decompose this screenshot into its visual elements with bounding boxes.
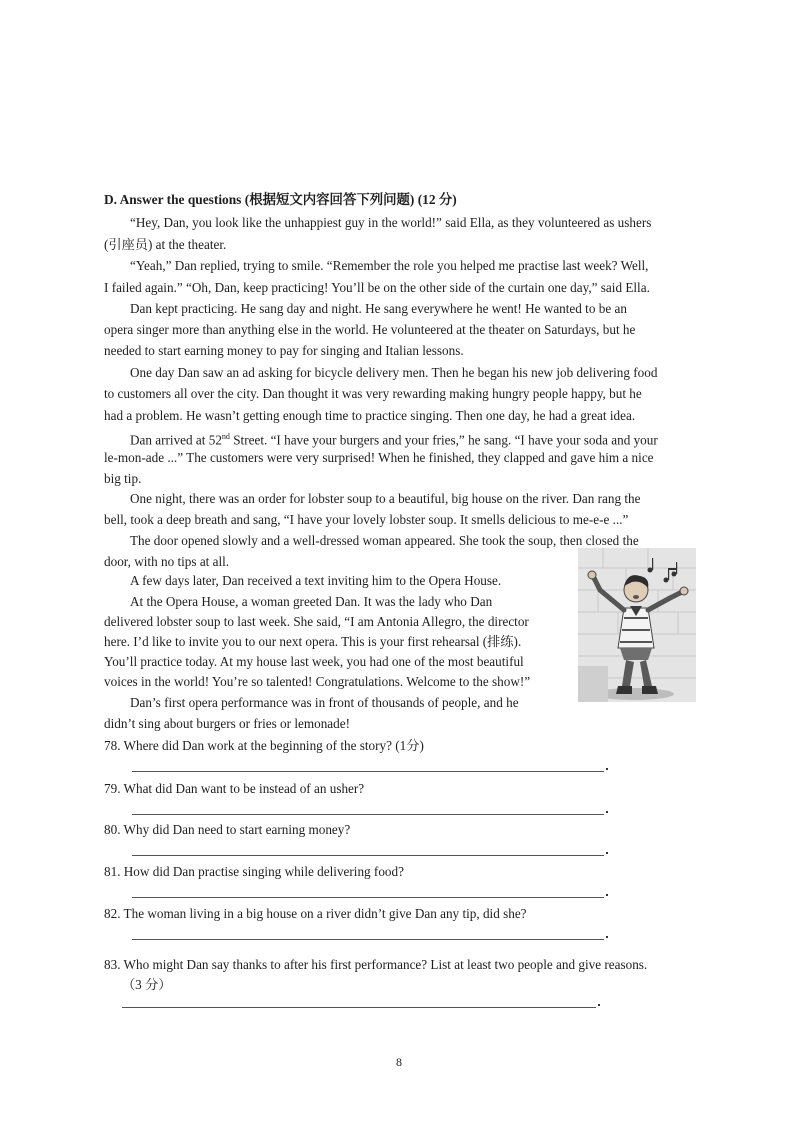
passage-line: needed to start earning money to pay for singing and Italian lessons. — [104, 343, 464, 358]
answer-period — [606, 894, 608, 896]
passage-line: big tip. — [104, 471, 142, 486]
passage-line: You’ll practice today. At my house last week, you had one of the most beautiful — [104, 654, 524, 669]
answer-period — [606, 852, 608, 854]
passage-line: opera singer more than anything else in the world. He volunteered at the theater on Saturdays, but he — [104, 322, 636, 337]
passage-line: At the Opera House, a woman greeted Dan. It was the lady who Dan — [130, 594, 493, 609]
question-80: 80. Why did Dan need to start earning money? — [104, 822, 351, 837]
passage-line: One night, there was an order for lobster soup to a beautiful, big house on the river. Dan rang the — [130, 491, 641, 506]
passage-line: The door opened slowly and a well-dressed woman appeared. She took the soup, then closed the — [130, 533, 639, 548]
question-79: 79. What did Dan want to be instead of an usher? — [104, 781, 365, 796]
answer-period — [606, 768, 608, 770]
passage-line: Dan’s first opera performance was in front of thousands of people, and he — [130, 695, 519, 710]
answer-line-82[interactable] — [132, 939, 604, 940]
page-number: 8 — [396, 1055, 402, 1069]
question-81: 81. How did Dan practise singing while delivering food? — [104, 864, 404, 879]
question-82: 82. The woman living in a big house on a river didn’t give Dan any tip, did she? — [104, 906, 527, 921]
section-heading: D. Answer the questions (根据短文内容回答下列问题) (12 分) — [104, 192, 457, 207]
opera-singer-illustration — [578, 548, 696, 702]
ordinal-superscript: nd — [221, 432, 230, 441]
question-78: 78. Where did Dan work at the beginning of the story? (1分) — [104, 738, 424, 753]
question-83: 83. Who might Dan say thanks to after his first performance? List at least two people and give reasons. — [104, 957, 648, 972]
answer-line-83[interactable] — [122, 1007, 596, 1008]
answer-line-79[interactable] — [132, 814, 604, 815]
answer-period — [598, 1004, 600, 1006]
question-83-score: （3 分） — [122, 977, 172, 992]
answer-line-78[interactable] — [132, 771, 604, 772]
passage-line: bell, took a deep breath and sang, “I have your lovely lobster soup. It smells delicious to me-e-e ...” — [104, 512, 629, 527]
passage-line: “Yeah,” Dan replied, trying to smile. “Remember the role you helped me practise last week? Well, — [130, 258, 649, 273]
passage-line: delivered lobster soup to last week. She said, “I am Antonia Allegro, the director — [104, 614, 529, 629]
passage-line: didn’t sing about burgers or fries or lemonade! — [104, 716, 350, 731]
passage-line: Dan kept practicing. He sang day and night. He sang everywhere he went! He wanted to be an — [130, 301, 627, 316]
passage-line: voices in the world! You’re so talented! Congratulations. Welcome to the show!” — [104, 674, 531, 689]
answer-period — [606, 811, 608, 813]
passage-line: Dan arrived at 52nd Street. “I have your burgers and your fries,” he sang. “I have your soda and your — [130, 432, 658, 448]
passage-line: One day Dan saw an ad asking for bicycle delivery men. Then he began his new job delivering food — [130, 365, 658, 380]
passage-line: to customers all over the city. Dan thought it was very rewarding making hungry people happy, but he — [104, 386, 642, 401]
answer-line-81[interactable] — [132, 897, 604, 898]
passage-line: I failed again.” “Oh, Dan, keep practicing! You’ll be on the other side of the curtain one day,” said Ella. — [104, 280, 650, 295]
passage-line: A few days later, Dan received a text inviting him to the Opera House. — [130, 573, 502, 588]
passage-line: door, with no tips at all. — [104, 554, 230, 569]
passage-line: had a problem. He wasn’t getting enough time to practice singing. Then one day, he had a great idea. — [104, 408, 636, 423]
passage-line: here. I’d like to invite you to our next opera. This is your first rehearsal (排练). — [104, 634, 522, 649]
answer-period — [606, 936, 608, 938]
passage-line: (引座员) at the theater. — [104, 237, 227, 252]
passage-line: le-mon-ade ...” The customers were very surprised! When he finished, they clapped and gave him a nice — [104, 450, 654, 465]
answer-line-80[interactable] — [132, 855, 604, 856]
passage-line: “Hey, Dan, you look like the unhappiest guy in the world!” said Ella, as they volunteered as ushers — [130, 215, 652, 230]
